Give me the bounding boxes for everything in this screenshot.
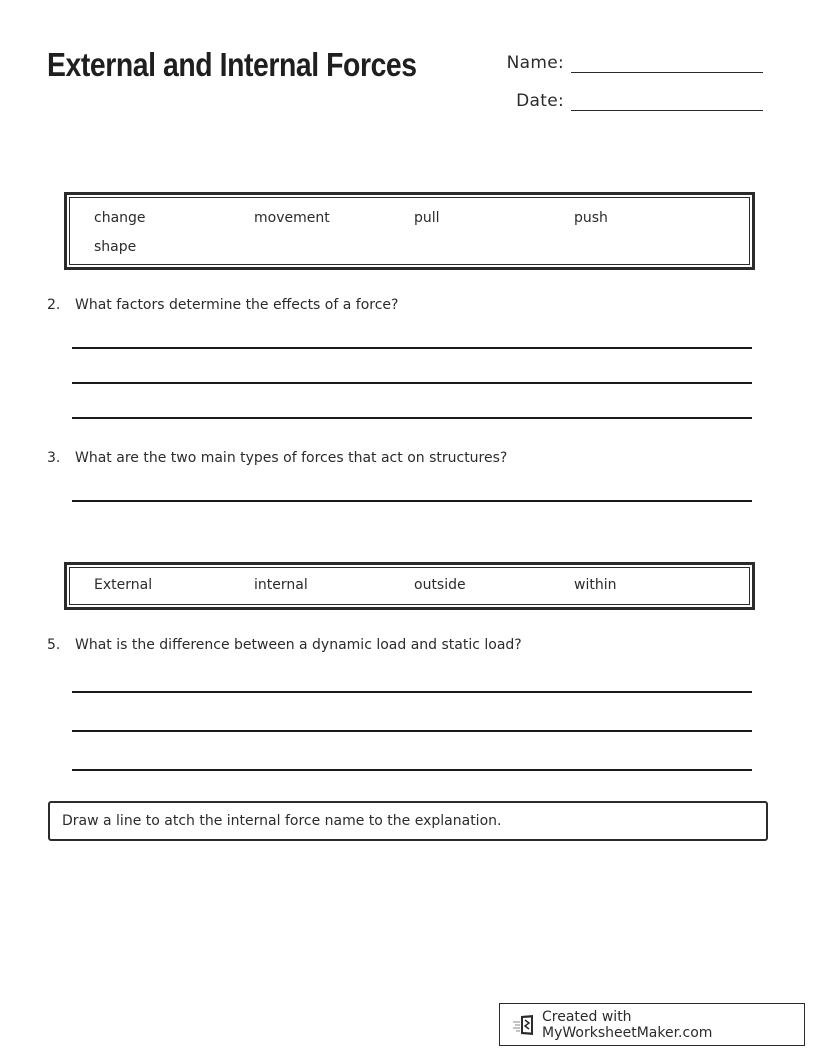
answer-line[interactable]: [72, 417, 752, 419]
word-bank-2: [64, 562, 755, 610]
question-text: What factors determine the effects of a force?: [75, 297, 399, 313]
question-5: [47, 637, 522, 653]
name-field: [502, 52, 763, 73]
answer-line[interactable]: [72, 730, 752, 732]
question-number: 5.: [47, 637, 61, 653]
question-text: What are the two main types of forces that act on structures?: [75, 450, 508, 466]
instruction-text: Draw a line to atch the internal force name to the explanation.: [62, 813, 502, 829]
question-3: [47, 450, 507, 466]
question-text: What is the difference between a dynamic load and static load?: [75, 637, 522, 653]
answer-line[interactable]: [72, 382, 752, 384]
name-input-line[interactable]: [571, 52, 763, 73]
worksheet-maker-logo-icon: [512, 1014, 542, 1036]
worksheet-title: External and Internal Forces: [47, 46, 417, 83]
answer-line[interactable]: [72, 691, 752, 693]
word-bank-word: internal: [254, 577, 308, 593]
instruction-box: [48, 801, 768, 841]
answer-line[interactable]: [72, 500, 752, 502]
word-bank-word: push: [574, 210, 608, 226]
word-bank-word: outside: [414, 577, 466, 593]
answer-line[interactable]: [72, 769, 752, 771]
name-label: Name:: [506, 53, 564, 73]
word-bank-word: within: [574, 577, 617, 593]
answer-line[interactable]: [72, 347, 752, 349]
word-bank-word: External: [94, 577, 153, 593]
question-2: [47, 297, 398, 313]
date-label: Date:: [516, 91, 564, 111]
footer-badge[interactable]: [499, 1003, 805, 1046]
word-bank-word: change: [94, 210, 146, 226]
question-number: 2.: [47, 297, 61, 313]
question-number: 3.: [47, 450, 61, 466]
word-bank-word: shape: [94, 239, 137, 255]
date-input-line[interactable]: [571, 90, 763, 111]
word-bank-1: [64, 192, 755, 270]
footer-text: Created with MyWorksheetMaker.com: [542, 1008, 713, 1041]
word-bank-word: pull: [414, 210, 440, 226]
date-field: [502, 90, 763, 111]
word-bank-word: movement: [254, 210, 330, 226]
